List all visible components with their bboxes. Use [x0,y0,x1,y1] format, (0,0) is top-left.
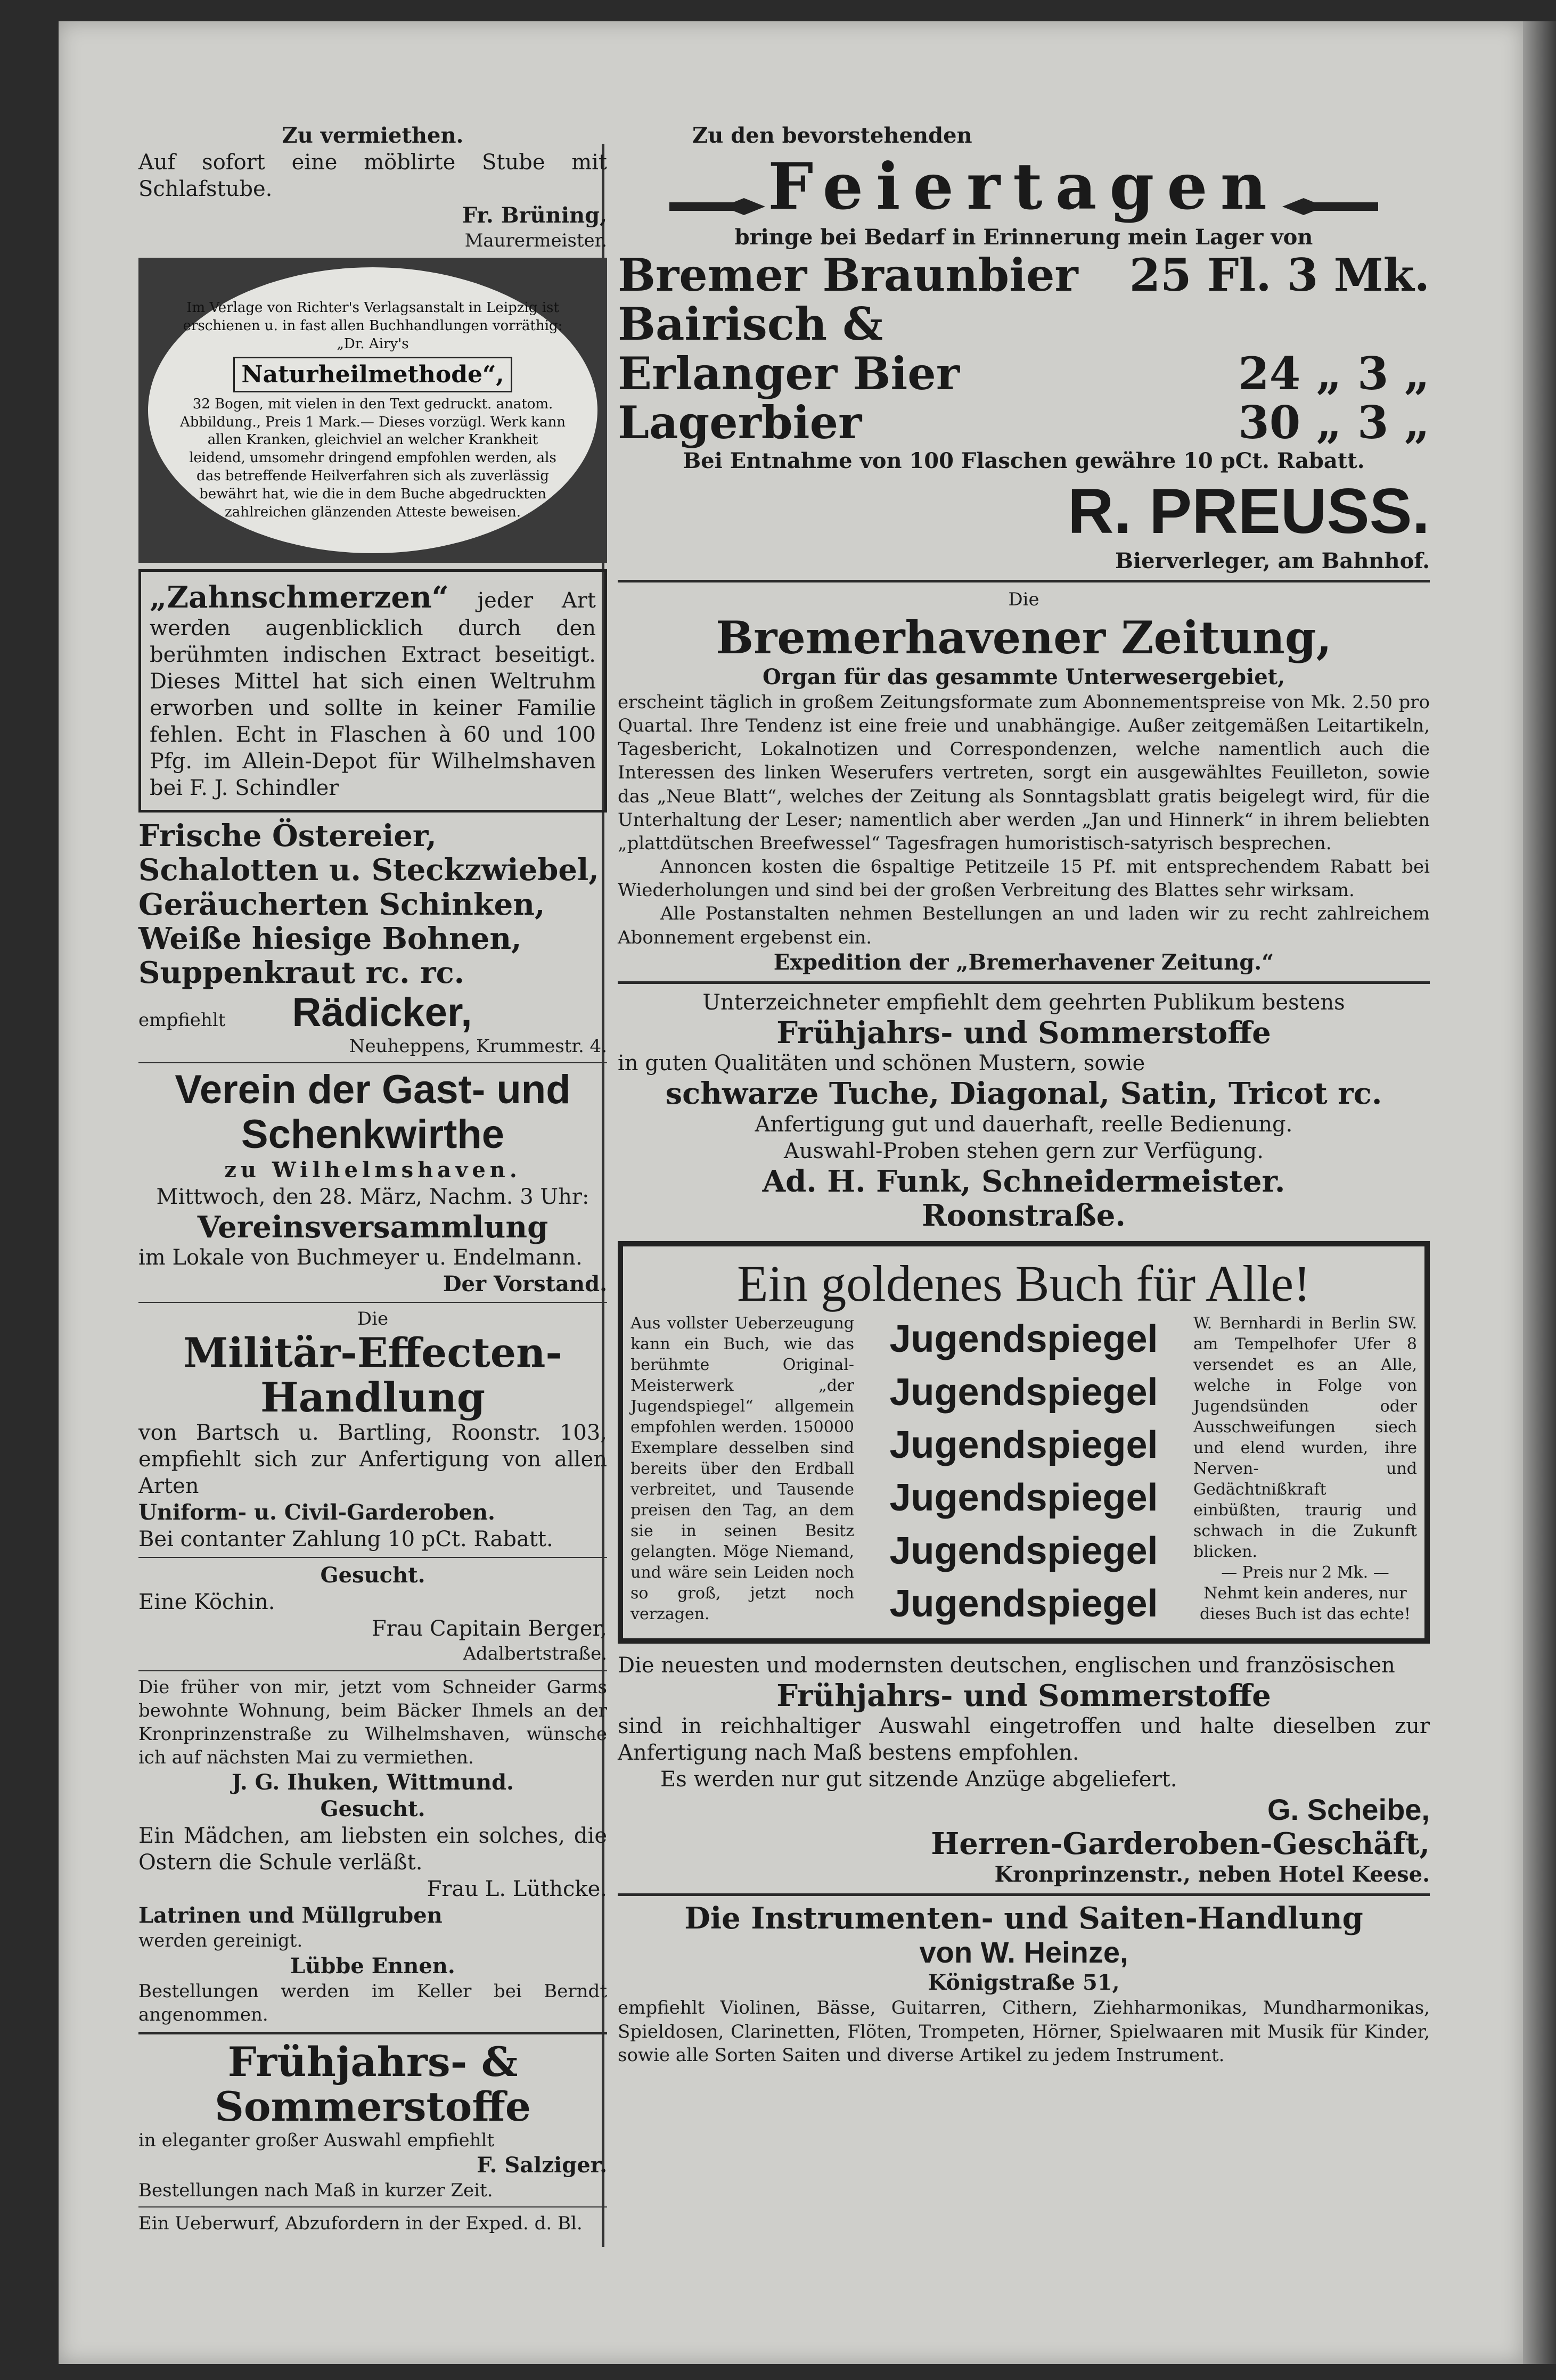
ad-address: Adalbertstraße. [463,1643,607,1665]
ad-militaer [138,1307,607,1553]
divider [138,2032,607,2034]
ad-verein [138,1068,607,1298]
ad-text: Die neuesten und modernsten deutschen, englischen und französischen [618,1653,1395,1678]
ad-signature: Rädicker, [292,989,472,1035]
beer-name: Lagerbier [618,396,862,449]
beer-price: 30 „ 3 „ [1238,396,1430,449]
ad-pretitle: Die [1008,588,1039,610]
ad-title: Militär-Effecten- [183,1329,562,1377]
ad-funk [618,989,1430,1233]
beer-name: Bremer Braunbier [618,249,1078,301]
ad-title: Frühjahrs- & [227,2038,518,2086]
ad-title: Sommerstoffe [214,2082,531,2130]
divider [138,1062,607,1063]
ad-text: Bestellungen werden im Keller bei Berndt angenommen. [138,1980,607,2025]
ad-occupation: Maurermeister. [464,230,607,251]
ad-signature: G. Scheibe, [1267,1792,1430,1826]
book-title: Jugendspiegel [889,1424,1158,1467]
ad-signature: Frau Capitain Berger, [371,1616,607,1642]
right-column [618,122,1430,2067]
ad-title: Zu vermiethen. [282,123,464,148]
ad-title: „Zahnschmerzen“ [150,580,449,615]
left-column [138,122,607,2236]
ad-book-list [861,1313,1187,1630]
ad-title: Feiertagen [768,149,1280,224]
ad-subtitle: bringe bei Bedarf in Erinnerung mein Lager von [734,225,1313,250]
product-line: Geräucherten Schinken, [138,887,545,922]
ad-highlight: schwarze Tuche, Diagonal, Satin, Tricot rc. [665,1076,1382,1112]
ad-signature: Frau L. Lüthcke. [427,1877,607,1902]
divider [618,981,1430,984]
ad-right-text: W. Bernhardi in Berlin SW. am Tempelhofer Ufer 8 versendet es an Alle, welche in Folge von Jugendsünden oder Ausschweifungen siech und elend wurden, ihre Nerven- und Gedächtnißkraft einbüßten, traurig und schwach in die Zukunft blicken. [1193,1314,1417,1562]
ad-frische [138,819,607,1058]
ad-feiertagen [618,122,1430,575]
ad-gesucht-maedchen [138,1796,607,1902]
beer-price: 24 „ 3 „ [1238,347,1430,400]
divider [618,1893,1430,1896]
ad-title: Verein der Gast- und [175,1067,571,1113]
ad-scheibe [618,1652,1430,1888]
book-title: Jugendspiegel [889,1529,1158,1572]
ad-text: Bei contanter Zahlung 10 pCt. Rabatt. [138,1527,553,1552]
product-line: Frische Östereier, [138,818,437,853]
ad-address: Kronprinzenstr., neben Hotel Keese. [994,1861,1430,1887]
beer-row [618,398,1430,447]
ad-text: Ein Mädchen, am liebsten ein solches, die Ostern die Schule verläßt. [138,1824,607,1875]
beer-row [618,251,1430,300]
ad-text: Unterzeichneter empfiehlt dem geehrten Publikum bestens [702,990,1345,1015]
ad-text: Bei Entnahme von 100 Flaschen gewähre 10 pCt. Rabatt. [683,448,1365,473]
ad-address: Königstraße 51, [928,1970,1120,1996]
ad-text: Anfertigung gut und dauerhaft, reelle Bedienung. [755,1112,1293,1137]
beer-row [618,300,1430,349]
beer-name: Erlanger Bier [618,347,960,400]
ad-title: Schenkwirthe [241,1112,505,1158]
divider [138,1670,607,1671]
ad-shop: Herren-Garderoben-Geschäft, [931,1826,1430,1862]
ad-date: Mittwoch, den 28. März, Nachm. 3 Uhr: [156,1184,589,1209]
ad-text: in guten Qualitäten und schönen Mustern, sowie [618,1051,1145,1076]
ad-wohnung [138,1676,607,1796]
ad-naturheilmethode [138,258,607,563]
product-line: Schalotten u. Steckzwiebel, [138,852,599,888]
ad-place: zu Wilhelmshaven. [224,1157,521,1183]
ad-salziger [138,2040,607,2203]
ad-highlight: Uniform- u. Civil-Garderoben. [138,1500,495,1525]
ad-latrinen [138,1902,607,2026]
ad-subtitle: Organ für das gesammte Unterwesergebiet, [762,664,1285,690]
ad-signature: Fr. Brüning, [462,203,607,228]
ad-signature: F. Salziger. [477,2153,607,2178]
ad-title: Gesucht. [320,1796,425,1822]
ad-text: Alle Postanstalten nehmen Bestellungen an und laden wir zu recht zahlreichem Abonnement ergebenst ein. [618,903,1430,948]
ad-signature: von W. Heinze, [919,1935,1128,1969]
ad-zahnschmerzen [138,569,607,812]
ad-title: Bremerhavener Zeitung, [716,611,1332,664]
ad-title: Die Instrumenten- und Saiten-Handlung [684,1900,1363,1936]
beer-price: 25 Fl. 3 Mk. [1129,249,1430,301]
page-edge [1523,21,1556,2364]
ad-title: Frühjahrs- und Sommerstoffe [776,1678,1271,1713]
ad-text: von Bartsch u. Bartling, Roonstr. 103, empfiehlt sich zur Anfertigung von allen Arten [138,1421,607,1499]
ad-address: Bierverleger, am Bahnhof. [1115,548,1430,573]
ad-text: jeder Art werden augenblicklich durch den berühmten indischen Extract beseitigt. Dieses Mittel hat sich einen Weltruhm erworben und sollte in keiner Familie fehlen. Echt in Flaschen à 60 und 100 Pfg. im Allein-Depot für Wilhelmshaven bei F. J. Schindler [150,588,596,800]
ad-book-title: Naturheilmethode“, [233,357,512,392]
beer-name: Bairisch & [618,298,883,351]
divider [618,580,1430,582]
ad-price: — Preis nur 2 Mk. — [1221,1563,1389,1582]
ad-bremerhavener-zeitung [618,588,1430,976]
ad-text: in eleganter großer Auswahl empfiehlt [138,2130,495,2152]
ad-text: erscheint täglich in großem Zeitungsformate zum Abonnementspreise von Mk. 2.50 pro Quartal. Ihre Tendenz ist eine freie und unabhängige. Außer zeitgemäßen Leitartikeln, Tagesbericht, Lokalnotizen und Correspondenzen, welche namentlich auch die Interessen des linken Weserufers vertreten, sorgt ein ausgewähltes Feuilleton, sowie das „Neue Blatt“, welches der Zeitung als Sonntagsblatt gratis beigelegt wird, für die Unterhaltung der Leser; namentlich aber werden „Jan und Hinnerk“ in ihrem beliebten „plattdütschen Breefwessel“ Tagesfragen humoristisch-satyrisch besprechen. [618,691,1430,854]
book-title: Jugendspiegel [889,1476,1158,1520]
ad-pretitle: Zu den bevorstehenden [692,123,972,148]
ad-goldenes-buch [618,1241,1430,1643]
divider [138,1302,607,1303]
divider [138,1557,607,1558]
ad-vermiethen [138,122,607,252]
ad-text: Annoncen kosten die 6spaltige Petitzeile 15 Pf. mit entsprechendem Rabatt bei Wiederholungen und sind bei der großen Verbreitung des Blattes sehr wirksam. [618,856,1430,901]
ad-location: im Lokale von Buchmeyer u. Endelmann. [138,1245,583,1270]
ad-text: Auswahl-Proben stehen gern zur Verfügung. [784,1138,1264,1163]
ad-signature: Ad. H. Funk, Schneidermeister. [762,1163,1285,1199]
ad-ueberwurf: Ein Ueberwurf, Abzufordern in der Exped. d. Bl. [138,2213,583,2235]
ad-text: empfiehlt [138,1009,226,1031]
ad-text: empfiehlt Violinen, Bässe, Guitarren, Cithern, Ziehharmonikas, Mundharmonikas, Spieldosen, Clarinetten, Flöten, Trompeten, Hörner, Spielwaaren mit Musik für Kinder, sowie alle Sorten Saiten und diverse Artikel zu jedem Instrument. [618,1997,1430,2066]
product-line: Suppenkraut rc. rc. [138,955,465,991]
ad-title: Latrinen und Müllgruben [138,1903,443,1928]
pointing-hand-right-icon [669,196,765,217]
ad-heinze [618,1901,1430,2067]
book-title: Jugendspiegel [889,1318,1158,1361]
divider [138,2206,607,2207]
ad-text: sind in reichhaltiger Auswahl eingetroffen und halte dieselben zur Anfertigung nach Maß bestens empfohlen. [618,1713,1430,1765]
ad-title: Handlung [260,1373,485,1421]
ad-left-text: Aus vollster Ueberzeugung kann ein Buch, wie das berühmte Original-Meisterwerk „der Jugendspiegel“ allgemein empfohlen werden. 150000 Exemplare desselben sind bereits über den Erdball verbreitet, und Tausende preisen den Tag, an dem sie in seinen Besitz gelangten. Möge Niemand, und wäre sein Leiden noch so groß, jetzt noch verzagen. [630,1314,854,1624]
ad-title: Gesucht. [320,1563,425,1588]
ad-text: Auf sofort eine möblirte Stube mit Schlafstube. [138,150,607,201]
book-title: Jugendspiegel [889,1370,1158,1414]
ad-signature: Lübbe Ennen. [290,1953,455,1979]
ad-text: Es werden nur gut sitzende Anzüge abgeliefert. [660,1767,1177,1792]
pointing-hand-left-icon [1282,196,1378,217]
product-line: Weiße hiesige Bohnen, [138,921,522,956]
ad-pretitle: Die [357,1308,389,1330]
ad-text: Die früher von mir, jetzt vom Schneider Garms bewohnte Wohnung, beim Bäcker Ihmels an der Kronprinzenstraße zu Wilhelmshaven, wünsche ich auf nächsten Mai zu vermiethen. [138,1676,607,1769]
ad-address: Roonstraße. [922,1197,1126,1233]
ad-publisher-text: Im Verlage von Richter's Verlagsanstalt in Leipzig ist erschienen u. in fast allen Buchhandlungen vorräthig: „Dr. Airy's [183,300,563,352]
ad-signature: R. PREUSS. [1067,475,1430,547]
ad-signature: Der Vorstand. [443,1271,607,1297]
ad-signature: J. G. Ihuken, Wittmund. [232,1770,514,1795]
beer-row [618,349,1430,398]
ad-oval [148,267,597,553]
ad-text: Bestellungen nach Maß in kurzer Zeit. [138,2180,493,2202]
ad-title: Ein goldenes Buch für Alle! [736,1255,1311,1312]
ad-note: Nehmt kein anderes, nur dieses Buch ist das echte! [1199,1584,1411,1624]
ad-address: Neuheppens, Krummestr. 4. [349,1036,607,1057]
ad-gesucht-koechin [138,1562,607,1665]
ad-book-description: 32 Bogen, mit vielen in den Text gedruckt. anatom. Abbildung., Preis 1 Mark.— Dieses vorzügl. Werk kann allen Kranken, gleichviel an welcher Krankheit leidend, umsomehr dringend empfohlen werden, als das betreffende Heilverfahren sich als zuverlässig bewährt hat, wie die in dem Buche abgedruckten zahlreichen glänzenden Atteste beweisen. [180,396,566,520]
ad-title: Frühjahrs- und Sommerstoffe [776,1015,1271,1051]
book-title: Jugendspiegel [889,1582,1158,1626]
ad-signature: Expedition der „Bremerhavener Zeitung.“ [773,949,1274,975]
ad-text: werden gereinigt. [138,1930,303,1952]
ad-event: Vereinsversammlung [197,1209,548,1245]
ad-text: Eine Köchin. [138,1590,275,1615]
